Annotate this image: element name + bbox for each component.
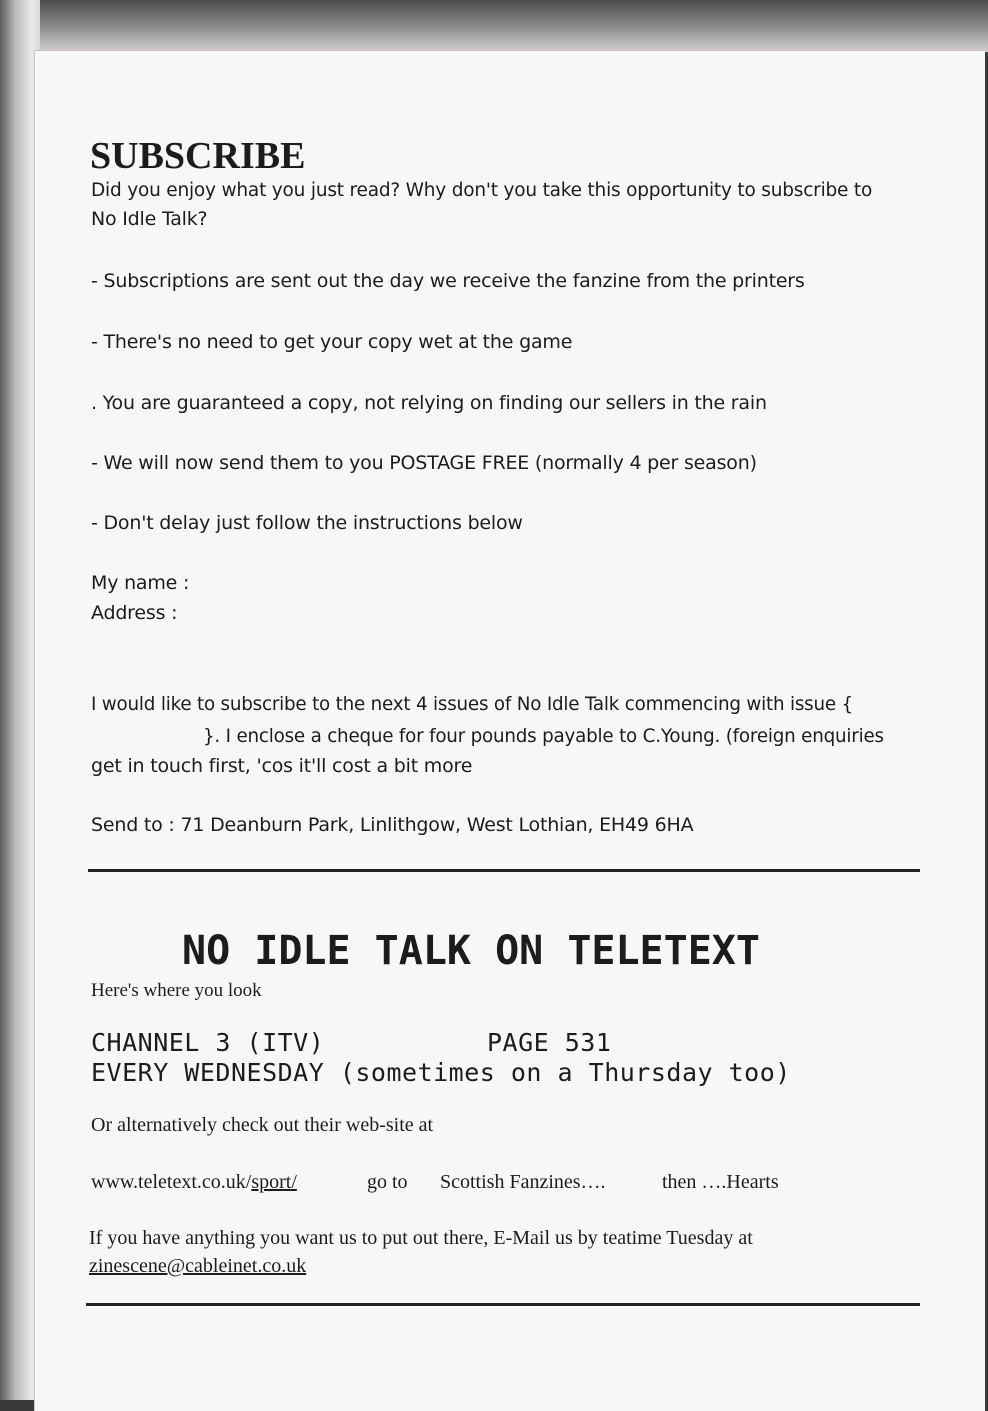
address-field-label: Address : [91, 602, 178, 624]
teletext-subheading: Here's where you look [91, 980, 262, 1001]
subscribe-bullet-1: - Subscriptions are sent out the day we receive the fanzine from the printers [91, 270, 805, 292]
order-line-3: get in touch first, 'cos it'll cost a bit more [91, 755, 473, 777]
teletext-channel: CHANNEL 3 (ITV) [91, 1028, 325, 1057]
website-url-prefix[interactable]: www.teletext.co.uk/ [91, 1171, 252, 1193]
nav-scottish-fanzines: Scottish Fanzines…. [440, 1171, 606, 1193]
nav-go-to: go to [367, 1171, 408, 1193]
order-line-1: I would like to subscribe to the next 4 issues of No Idle Talk commencing with issue { [91, 694, 853, 715]
subscribe-bullet-2: - There's no need to get your copy wet at the game [91, 331, 573, 353]
section-divider-bottom [86, 1303, 920, 1306]
send-to-address: Send to : 71 Deanburn Park, Linlithgow, West Lothian, EH49 6HA [91, 814, 694, 836]
teletext-page-number: PAGE 531 [487, 1028, 612, 1057]
teletext-schedule: EVERY WEDNESDAY (sometimes on a Thursday too) [91, 1058, 791, 1087]
order-line-2: }. I enclose a cheque for four pounds payable to C.Young. (foreign enquiries [203, 726, 884, 747]
nav-hearts: then ….Hearts [662, 1171, 779, 1193]
teletext-heading: NO IDLE TALK ON TELETEXT [182, 928, 760, 974]
subscribe-bullet-3: . You are guaranteed a copy, not relying on finding our sellers in the rain [91, 392, 767, 414]
subscribe-intro-line-1: Did you enjoy what you just read? Why don't you take this opportunity to subscribe to [91, 180, 873, 201]
website-url-link[interactable]: sport/ [251, 1171, 297, 1193]
name-field-label: My name : [91, 572, 190, 594]
contact-line: If you have anything you want us to put out there, E-Mail us by teatime Tuesday at [89, 1227, 753, 1249]
subscribe-heading: SUBSCRIBE [90, 135, 306, 177]
contact-email-link[interactable]: zinescene@cableinet.co.uk [89, 1255, 307, 1277]
teletext-alternative: Or alternatively check out their web-site at [91, 1114, 434, 1136]
subscribe-bullet-5: - Don't delay just follow the instructions below [91, 512, 523, 534]
section-divider-top [88, 869, 920, 872]
teletext-website [91, 1171, 297, 1194]
subscribe-bullet-4: - We will now send them to you POSTAGE FREE (normally 4 per season) [91, 452, 757, 474]
subscribe-intro-line-2: No Idle Talk? [91, 208, 208, 230]
